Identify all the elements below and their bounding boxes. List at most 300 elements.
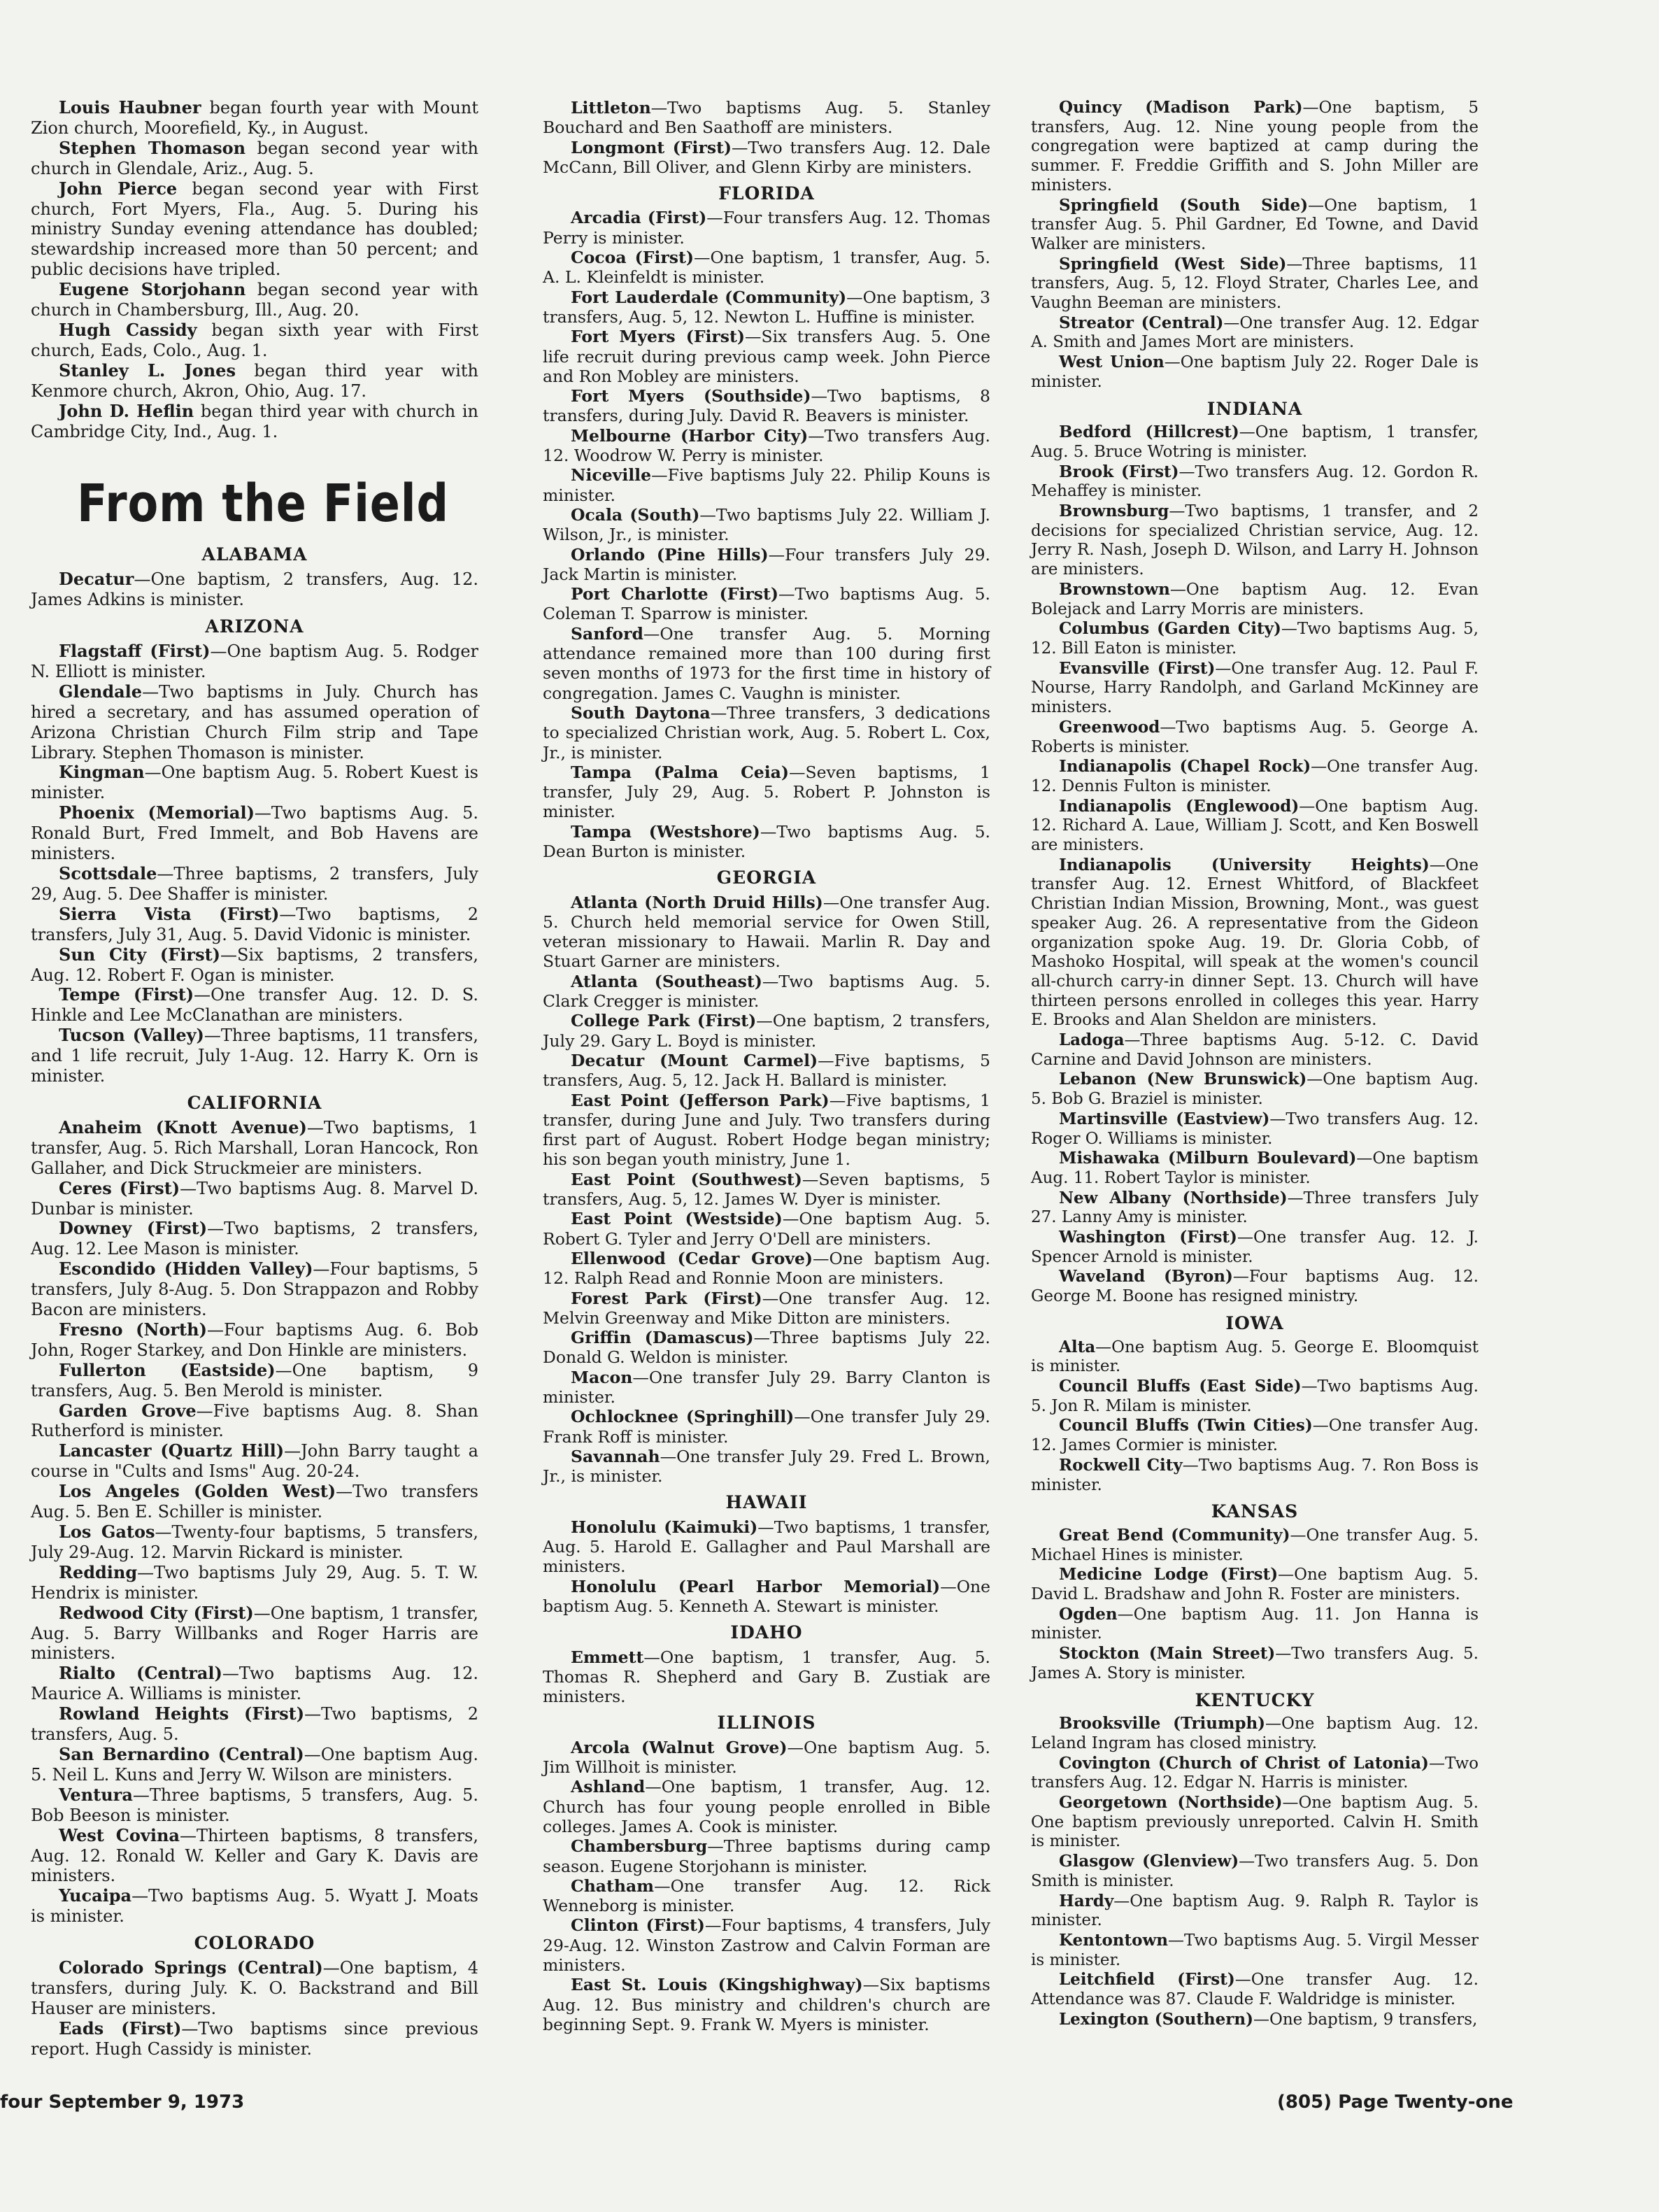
report-entry <box>543 763 990 822</box>
entry-text: —One transfer July 29. Barry Clanton is minister. <box>543 1367 990 1407</box>
entry-text: —Two baptisms Aug. 7. Ron Boss is minister. <box>1031 1456 1479 1494</box>
report-entry <box>1031 462 1479 502</box>
entry-text: —One baptism Aug. 5. George E. Bloomquist is minister. <box>1031 1338 1479 1376</box>
church-name: Indianapolis (Englewood) <box>1059 796 1300 816</box>
entry-text: —One baptism Aug. 5. Bob G. Braziel is minister. <box>1031 1070 1479 1109</box>
report-entry <box>1031 1070 1479 1109</box>
report-entry <box>31 1958 478 2019</box>
report-entry <box>1031 1338 1479 1377</box>
entry-text: —Two transfers Aug. 12. Gordon R. Mehaffey is minister. <box>1031 462 1479 501</box>
report-entry <box>31 569 478 610</box>
report-entry <box>543 1915 990 1975</box>
church-name: Great Bend (Community) <box>1059 1525 1290 1545</box>
entry-text: —Two baptisms Aug. 5. Virgil Messer is minister. <box>1031 1931 1479 1969</box>
report-entry <box>1031 423 1479 462</box>
entry-text: —One baptism, 1 transfer, Aug. 5. Thomas R. Shepherd and Gary B. Zustiak are ministers. <box>543 1647 990 1707</box>
church-name: Griffin (Damascus) <box>571 1328 754 1348</box>
entry-text: —One transfer Aug. 12. Dennis Fulton is minister. <box>1031 758 1479 795</box>
report-entry <box>31 864 478 905</box>
entry-text: —Two baptisms, 1 transfer, Aug. 5. Harold E. Gallagher and Paul Marshall are ministers. <box>543 1517 990 1577</box>
entry-text: —One baptism Aug. 5. David L. Bradshaw and John R. Foster are ministers. <box>1031 1566 1479 1604</box>
report-entry <box>1031 1714 1479 1753</box>
entry-text: —Two baptisms July 29, Aug. 5. T. W. Hendrix is minister. <box>31 1562 478 1603</box>
section-title: From the Field <box>77 474 449 534</box>
entry-text: —Two baptisms since previous report. Hugh Cassidy is minister. <box>31 2018 478 2059</box>
report-entry <box>543 624 990 703</box>
entry-text: —One baptism Aug. 9. Ralph R. Taylor is minister. <box>1031 1892 1479 1930</box>
entry-text: —Four baptisms, 5 transfers, July 8-Aug. 5. Don Strappazon and Robby Bacon are ministers. <box>31 1259 478 1320</box>
entry-text: —One baptism, 1 transfer, Aug. 5. Barry Willbanks and Roger Harris are ministers. <box>31 1603 478 1664</box>
report-entry <box>31 179 478 281</box>
report-entry <box>1031 619 1479 658</box>
entry-text: —Three baptisms, 11 transfers, Aug. 5, 12. Floyd Strater, Charles Lee, and Vaughn Beeman are ministers. <box>1031 255 1479 313</box>
entry-text: —Twenty-four baptisms, 5 transfers, July 29-Aug. 12. Marvin Rickard is minister. <box>31 1522 478 1562</box>
entry-text: —Three transfers, 3 dedications to specialized Christian work, Aug. 5. Robert L. Cox, Jr., is minister. <box>543 702 990 763</box>
church-name: Orlando (Pine Hills) <box>571 544 769 565</box>
church-name: John D. Heflin <box>59 400 194 421</box>
church-name: Decatur (Mount Carmel) <box>571 1050 818 1070</box>
entry-text: —One baptism Aug. 12. Evan Bolejack and Larry Morris are ministers. <box>1031 580 1479 618</box>
report-entry <box>543 1328 990 1368</box>
church-name: Ellenwood (Cedar Grove) <box>571 1248 813 1268</box>
entry-text: —Two baptisms Aug. 12. Maurice A. Williams is minister. <box>31 1664 478 1704</box>
entry-text: —Two baptisms Aug. 8. Marvel D. Dunbar is minister. <box>31 1178 478 1219</box>
church-name: Tampa (Westshore) <box>571 821 760 842</box>
entry-text: —One transfer Aug. 5. Church held memorial service for Owen Still, veteran missionary to Hawaii. Marlin R. Day and Stuart Garner are ministers. <box>543 892 990 972</box>
report-entry <box>543 1647 990 1707</box>
church-name: Ventura <box>59 1784 133 1805</box>
church-name: Fort Myers (First) <box>571 327 746 347</box>
church-name: Rowland Heights (First) <box>59 1703 305 1724</box>
church-name: Emmett <box>571 1647 644 1667</box>
report-entry <box>543 208 990 248</box>
church-name: Clinton (First) <box>571 1915 705 1936</box>
entry-text: —Two baptisms in July. Church has hired a secretary, and has assumed operation of Arizona Christian Church Film strip and Tape Library. Stephen Thomason is minister. <box>31 681 478 763</box>
entry-text: —John Barry taught a course in "Cults and Isms" Aug. 20-24. <box>31 1441 478 1482</box>
report-entry <box>31 320 478 361</box>
entry-text: —One baptism, 1 transfer, Aug. 5. A. L. Kleinfeldt is minister. <box>543 248 990 288</box>
church-name: Port Charlotte (First) <box>571 584 778 604</box>
entry-text: —One baptism Aug. 11. Jon Hanna is minister. <box>1031 1605 1479 1643</box>
entry-text: —One transfer July 29. Frank Roff is minister. <box>543 1407 990 1447</box>
church-name: Leitchfield (First) <box>1059 1970 1235 1990</box>
entry-text: began second year with First church, Fort Myers, Fla., Aug. 5. During his ministry Sunday evening attendance has doubled; stewardship increased more than 50 percent; and public decisions have tripled. <box>31 178 478 280</box>
church-name: Mishawaka (Milburn Boulevard) <box>1059 1149 1357 1168</box>
report-entry <box>31 1664 478 1704</box>
report-entry <box>31 1026 478 1086</box>
report-entry <box>31 1179 478 1219</box>
report-entry <box>1031 1109 1479 1149</box>
entry-text: —One transfer Aug. 12. Melvin Greenway and Mike Ditton are ministers. <box>543 1288 990 1328</box>
state-heading: INDIANA <box>1206 398 1303 419</box>
church-name: Bedford (Hillcrest) <box>1059 423 1239 442</box>
church-name: Fort Myers (Southside) <box>571 386 811 406</box>
footer-date: four September 9, 1973 <box>0 2092 245 2113</box>
report-entry <box>31 1320 478 1361</box>
report-entry <box>543 545 990 585</box>
entry-text: —One transfer Aug. 12. Paul F. Nourse, Harry Randolph, and Garland McKinney are ministers. <box>1031 659 1479 717</box>
entry-text: —Three baptisms during camp season. Eugene Storjohann is minister. <box>543 1836 990 1876</box>
church-name: Kingman <box>59 762 145 783</box>
report-entry <box>543 1368 990 1408</box>
church-name: Streator (Central) <box>1059 313 1224 332</box>
report-entry <box>31 361 478 402</box>
entry-text: —Two baptisms Aug. 5. Coleman T. Sparrow is minister. <box>543 584 990 624</box>
report-entry <box>1031 1793 1479 1852</box>
entry-text: —Five baptisms Aug. 8. Shan Rutherford is minister. <box>31 1401 478 1441</box>
entry-text: —One transfer Aug. 12. Edgar A. Smith and James Mort are ministers. <box>1031 313 1479 352</box>
entry-text: —Two baptisms, 2 transfers, July 31, Aug. 5. David Vidonic is minister. <box>31 904 479 944</box>
church-name: Covington (Church of Christ of Latonia) <box>1059 1753 1429 1773</box>
church-name: Honolulu (Pearl Harbor Memorial) <box>571 1576 941 1596</box>
report-entry <box>31 1603 478 1664</box>
entry-text: —Four baptisms Aug. 12. George M. Boone has resigned ministry. <box>1031 1268 1479 1306</box>
church-name: East Point (Westside) <box>571 1209 783 1229</box>
church-name: Forest Park (First) <box>571 1288 762 1308</box>
column-1 <box>31 98 478 2059</box>
entry-text: —One baptism Aug. 12. Richard A. Laue, William J. Scott, and Ken Boswell are ministers. <box>1031 797 1479 855</box>
report-entry <box>31 945 478 986</box>
entry-text: —One baptism Aug. 5. Robert Kuest is minister. <box>31 763 478 803</box>
report-entry <box>1031 353 1479 392</box>
report-entry <box>543 386 990 426</box>
report-entry <box>1031 757 1479 796</box>
entry-text: —One baptism July 22. Roger Dale is minister. <box>1031 353 1479 391</box>
report-entry <box>543 1170 990 1210</box>
state-heading: IOWA <box>1225 1312 1284 1333</box>
report-entry <box>1031 856 1479 1030</box>
report-entry <box>1031 2010 1479 2030</box>
church-name: Brooksville (Triumph) <box>1059 1714 1266 1734</box>
church-name: Flagstaff (First) <box>59 641 211 662</box>
church-name: Stanley L. Jones <box>59 360 236 381</box>
state-heading: KANSAS <box>1211 1501 1299 1522</box>
church-name: Springfield (South Side) <box>1059 195 1309 215</box>
entry-text: —Two baptisms Aug. 5. Jon R. Milam is minister. <box>1031 1377 1479 1415</box>
church-name: Niceville <box>571 465 652 485</box>
church-name: Martinsville (Eastview) <box>1059 1109 1270 1128</box>
report-entry <box>31 682 478 763</box>
report-entry <box>543 1447 990 1487</box>
column-2 <box>543 98 990 2034</box>
church-name: Melbourne (Harbor City) <box>571 425 809 446</box>
entry-text: —Three baptisms, 11 transfers, and 1 life recruit, July 1-Aug. 12. Harry K. Orn is minister. <box>31 1026 478 1086</box>
report-entry <box>543 1577 990 1617</box>
church-name: Littleton <box>571 98 651 118</box>
report-entry <box>31 641 478 682</box>
church-name: Indianapolis (University Heights) <box>1059 855 1430 874</box>
entry-text: —One baptism, 5 transfers, Aug. 12. Nine young people from the congregation were baptized at camp during the summer. F. Freddie Griffith and S. John Miller are ministers. <box>1031 99 1479 194</box>
entry-text: —One baptism Aug. 12. Leland Ingram has closed ministry. <box>1031 1715 1479 1752</box>
report-entry <box>1031 718 1479 757</box>
report-entry <box>543 1051 990 1091</box>
report-entry <box>543 1777 990 1836</box>
report-entry <box>543 1249 990 1289</box>
report-entry <box>31 2019 478 2059</box>
report-entry <box>1031 1605 1479 1644</box>
church-name: Arcola (Walnut Grove) <box>571 1737 788 1757</box>
column-3 <box>1031 98 1479 2030</box>
entry-text: —One transfer Aug. 12. Attendance was 87. Claude F. Waldridge is minister. <box>1031 1971 1479 2009</box>
church-name: Yucaipa <box>59 1885 132 1906</box>
entry-text: —One baptism, 9 transfers, Aug. 5. Ben Merold is minister. <box>31 1360 478 1401</box>
entry-text: —One baptism Aug. 5. Rodger N. Elliott is minister. <box>31 641 478 681</box>
church-name: Fresno (North) <box>59 1319 207 1340</box>
entry-text: —One baptism, 1 transfer, Aug. 5. Bruce Wotring is minister. <box>1031 423 1479 461</box>
report-entry <box>543 1836 990 1876</box>
church-name: Arcadia (First) <box>571 208 707 228</box>
entry-text: began third year with Kenmore church, Akron, Ohio, Aug. 17. <box>31 360 478 401</box>
church-name: Savannah <box>571 1446 660 1466</box>
entry-text: —One baptism Aug. 12. Ralph Read and Ronnie Moon are ministers. <box>543 1248 990 1289</box>
church-name: Garden Grove <box>59 1400 197 1421</box>
church-name: Glasgow (Glenview) <box>1059 1852 1239 1871</box>
report-entry <box>1031 1377 1479 1416</box>
church-name: Stockton (Main Street) <box>1059 1644 1276 1664</box>
report-entry <box>1031 580 1479 619</box>
entry-text: —One baptism, 9 transfers, <box>1253 2010 1478 2029</box>
report-entry <box>1031 1149 1479 1188</box>
church-name: Fullerton (Eastside) <box>59 1359 276 1380</box>
entry-text: —Two baptisms Aug. 5. Ronald Burt, Fred Immelt, and Bob Havens are ministers. <box>31 803 478 864</box>
report-entry <box>31 1704 478 1745</box>
report-entry <box>543 1091 990 1170</box>
report-entry <box>543 138 990 178</box>
report-entry <box>31 763 478 803</box>
church-name: Indianapolis (Chapel Rock) <box>1059 757 1311 777</box>
report-entry <box>1031 255 1479 313</box>
report-entry <box>1031 196 1479 255</box>
entry-text: —Seven baptisms, 1 transfer, July 29, Aug. 5. Robert P. Johnston is minister. <box>543 762 990 822</box>
church-name: Ceres (First) <box>59 1177 180 1198</box>
church-name: Columbus (Garden City) <box>1059 619 1281 639</box>
report-entry <box>1031 1852 1479 1891</box>
report-entry <box>31 402 478 442</box>
entry-text: —Three baptisms Aug. 5-12. C. David Carnine and David Johnson are ministers. <box>1031 1031 1479 1069</box>
report-entry <box>31 139 478 179</box>
church-name: Tampa (Palma Ceia) <box>571 762 790 782</box>
state-heading: GEORGIA <box>716 867 817 888</box>
entry-text: —One baptism Aug. 5. Neil L. Kuns and Jerry W. Wilson are ministers. <box>31 1744 478 1785</box>
entry-text: —One baptism, 1 transfer, Aug. 12. Church has four young people enrolled in Bible colleges. James A. Cook is minister. <box>543 1777 990 1836</box>
entry-text: began second year with church in Glendale, Ariz., Aug. 5. <box>31 138 478 178</box>
report-entry <box>1031 1189 1479 1228</box>
church-name: Redwood City (First) <box>59 1602 254 1623</box>
church-name: Ochlocknee (Springhill) <box>571 1407 795 1427</box>
report-entry <box>1031 1228 1479 1267</box>
entry-text: —Four transfers Aug. 12. Thomas Perry is minister. <box>543 208 990 248</box>
entry-text: —One baptism Aug. 5. Kenneth A. Stewart is minister. <box>543 1576 990 1616</box>
entry-text: —Two transfers Aug. 5. James A. Story is minister. <box>1031 1645 1479 1682</box>
report-entry <box>31 803 478 864</box>
entry-text: —Two baptisms, 1 transfer, Aug. 5. Rich Marshall, Loran Hancock, Ron Gallaher, and Dick Struckmeier are ministers. <box>31 1117 478 1178</box>
entry-text: —Three baptisms, 2 transfers, July 29, Aug. 5. Dee Shaffer is minister. <box>31 864 478 904</box>
report-entry <box>31 280 478 320</box>
report-entry <box>543 288 990 327</box>
entry-text: —Two baptisms, 8 transfers, during July. David R. Beavers is minister. <box>543 386 990 426</box>
entry-text: —One transfer Aug. 12. D. S. Hinkle and Lee McClanathan are ministers. <box>31 985 478 1026</box>
report-entry <box>31 1118 478 1179</box>
church-name: South Daytona <box>571 702 711 723</box>
church-name: Springfield (West Side) <box>1059 254 1287 274</box>
report-entry <box>31 1361 478 1401</box>
church-name: Waveland (Byron) <box>1059 1267 1233 1286</box>
church-name: Eugene Storjohann <box>59 279 246 300</box>
state-heading: ARIZONA <box>205 616 304 637</box>
church-name: Los Gatos <box>59 1522 155 1542</box>
entry-text: —Two baptisms Aug. 5. Wyatt J. Moats is minister. <box>31 1886 478 1927</box>
church-name: Council Bluffs (East Side) <box>1059 1377 1302 1396</box>
church-name: Washington (First) <box>1059 1228 1237 1247</box>
church-name: Rockwell City <box>1059 1455 1183 1475</box>
church-name: Brownstown <box>1059 579 1170 599</box>
entry-text: —One transfer Aug. 12. Rick Wenneborg is minister. <box>543 1876 990 1916</box>
state-heading: COLORADO <box>194 1933 315 1954</box>
state-heading: IDAHO <box>730 1622 803 1643</box>
report-entry <box>543 1517 990 1577</box>
church-name: East St. Louis (Kingshighway) <box>571 1975 863 1995</box>
entry-text: —One baptism, 2 transfers, July 29. Gary L. Boyd is minister. <box>543 1011 990 1051</box>
church-name: Anaheim (Knott Avenue) <box>59 1116 307 1137</box>
church-name: Lebanon (New Brunswick) <box>1059 1070 1307 1089</box>
church-name: Quincy (Madison Park) <box>1059 98 1303 117</box>
report-entry <box>543 1011 990 1051</box>
report-entry <box>1031 1931 1479 1970</box>
report-entry <box>1031 1030 1479 1070</box>
report-entry <box>1031 1267 1479 1306</box>
entry-text: —Two baptisms Aug. 5. Clark Cregger is minister. <box>543 971 990 1012</box>
entry-text: began third year with church in Cambridge City, Ind., Aug. 1. <box>31 401 478 441</box>
church-name: East Point (Southwest) <box>571 1169 802 1189</box>
report-entry <box>1031 1970 1479 2009</box>
state-heading: ILLINOIS <box>717 1713 816 1734</box>
entry-text: —One baptism Aug. 5. Jim Willhoit is minister. <box>543 1737 990 1778</box>
church-name: Decatur <box>59 569 134 590</box>
entry-text: —Three baptisms July 22. Donald G. Weldon is minister. <box>543 1328 990 1368</box>
entry-text: began sixth year with First church, Eads, Colo., Aug. 1. <box>31 320 479 360</box>
report-entry <box>543 1975 990 2034</box>
report-entry <box>31 905 478 945</box>
report-entry <box>31 1826 478 1887</box>
church-name: Sierra Vista (First) <box>59 903 280 924</box>
church-name: Kentontown <box>1059 1930 1169 1950</box>
report-entry <box>1031 502 1479 580</box>
footer-page-number: (805) Page Twenty-one <box>1277 2092 1514 2113</box>
church-name: Honolulu (Kaimuki) <box>571 1517 758 1537</box>
church-name: Hardy <box>1059 1891 1114 1910</box>
state-heading: ALABAMA <box>201 544 308 565</box>
church-name: Stephen Thomason <box>59 137 246 158</box>
church-name: Rialto (Central) <box>59 1663 222 1684</box>
church-name: West Union <box>1059 353 1165 372</box>
church-name: East Point (Jefferson Park) <box>571 1090 830 1110</box>
entry-text: —Six baptisms, 2 transfers, Aug. 12. Robert F. Ogan is minister. <box>31 944 478 985</box>
entry-text: —Two baptisms Aug. 5, 12. Bill Eaton is minister. <box>1031 620 1479 658</box>
report-entry <box>31 1441 478 1482</box>
report-entry <box>543 1407 990 1447</box>
church-name: Cocoa (First) <box>571 248 694 268</box>
church-name: Escondido (Hidden Valley) <box>59 1259 313 1279</box>
entry-text: —Three baptisms, 5 transfers, Aug. 5. Bob Beeson is minister. <box>31 1785 478 1825</box>
entry-text: —One baptism, 3 transfers, Aug. 5, 12. Newton L. Huffine is minister. <box>543 287 990 327</box>
church-name: Lexington (Southern) <box>1059 2009 1254 2029</box>
report-entry <box>1031 1754 1479 1793</box>
entry-text: —Four baptisms Aug. 6. Bob John, Roger Starkey, and Don Hinkle are ministers. <box>31 1319 478 1360</box>
entry-text: —Thirteen baptisms, 8 transfers, Aug. 12. Ronald W. Keller and Gary K. Davis are ministers. <box>31 1825 478 1886</box>
state-heading: HAWAII <box>725 1492 808 1513</box>
report-entry <box>31 1259 478 1320</box>
church-name: Ocala (South) <box>571 504 700 525</box>
report-entry <box>1031 1416 1479 1455</box>
report-entry <box>543 426 990 466</box>
church-name: Ashland <box>571 1777 646 1797</box>
entry-text: began second year with church in Chambersburg, Ill., Aug. 20. <box>31 280 478 320</box>
entry-text: —Five baptisms, 5 transfers, Aug. 5, 12. Jack H. Ballard is minister. <box>543 1050 991 1091</box>
report-entry <box>1031 1892 1479 1931</box>
entry-text: —Two baptisms, 2 transfers, Aug. 12. Lee Mason is minister. <box>31 1219 478 1259</box>
church-name: Chatham <box>571 1876 655 1896</box>
entry-text: —One baptism, 1 transfer Aug. 5. Phil Gardner, Ed Towne, and David Walker are ministers. <box>1031 196 1479 253</box>
state-heading: FLORIDA <box>718 183 815 204</box>
report-entry <box>1031 1565 1479 1604</box>
report-entry <box>31 1745 478 1785</box>
state-heading: KENTUCKY <box>1195 1689 1315 1710</box>
entry-text: —One baptism Aug. 11. Robert Taylor is minister. <box>1031 1149 1479 1187</box>
church-name: College Park (First) <box>571 1011 757 1031</box>
church-name: Atlanta (North Druid Hills) <box>571 892 823 912</box>
report-entry <box>1031 1456 1479 1495</box>
church-name: San Bernardino (Central) <box>59 1743 304 1764</box>
report-entry <box>543 584 990 624</box>
church-name: Alta <box>1059 1337 1096 1356</box>
church-name: Tucson (Valley) <box>59 1025 204 1046</box>
church-name: Scottsdale <box>59 863 157 884</box>
entry-text: —Two transfers Aug. 12. Roger O. Williams is minister. <box>1031 1109 1479 1148</box>
report-entry <box>543 822 990 862</box>
report-entry <box>31 1482 478 1522</box>
entry-text: —Six baptisms Aug. 12. Bus ministry and children's church are beginning Sept. 9. Frank W. Myers is minister. <box>543 1975 990 2034</box>
report-entry <box>543 1738 990 1778</box>
report-entry <box>31 1563 478 1603</box>
church-name: Macon <box>571 1367 633 1387</box>
report-entry <box>543 327 990 386</box>
church-name: Longmont (First) <box>571 137 732 157</box>
report-entry <box>31 985 478 1026</box>
report-entry <box>543 98 990 138</box>
report-entry <box>543 893 990 972</box>
report-entry <box>31 1785 478 1826</box>
church-name: Greenwood <box>1059 717 1160 737</box>
entry-text: —Two baptisms, 2 transfers, Aug. 5. <box>31 1704 478 1745</box>
church-name: Glendale <box>59 681 143 702</box>
entry-text: —One transfer Aug. 5. Morning attendance remained more than 100 during first seven months of 1973 for the first time in history of congregation. James C. Vaughn is minister. <box>543 623 990 703</box>
report-entry <box>1031 98 1479 196</box>
entry-text: —One transfer Aug. 5. Michael Hines is minister. <box>1031 1526 1479 1564</box>
entry-text: —One baptism, 4 transfers, during July. K. O. Backstrand and Bill Hauser are ministers. <box>31 1958 478 2018</box>
report-entry <box>543 703 990 763</box>
church-name: Redding <box>59 1561 138 1582</box>
entry-text: —Six transfers Aug. 5. One life recruit during previous camp week. John Pierce and Ron Mobley are ministers. <box>543 327 990 386</box>
church-name: Evansville (First) <box>1059 658 1216 678</box>
entry-text: —Two baptisms, 1 transfer, and 2 decisions for specialized Christian service, Aug. 12. Jerry R. Nash, Joseph D. Wilson, and Larry H. Johnson are ministers. <box>1031 502 1479 579</box>
report-entry <box>31 1886 478 1927</box>
church-name: New Albany (Northside) <box>1059 1188 1288 1207</box>
report-entry <box>543 1876 990 1916</box>
entry-text: —One baptism, 2 transfers, Aug. 12. James Adkins is minister. <box>31 569 478 610</box>
report-entry <box>31 1219 478 1259</box>
church-name: Hugh Cassidy <box>59 319 197 340</box>
entry-text: —Four transfers July 29. Jack Martin is minister. <box>543 544 990 584</box>
